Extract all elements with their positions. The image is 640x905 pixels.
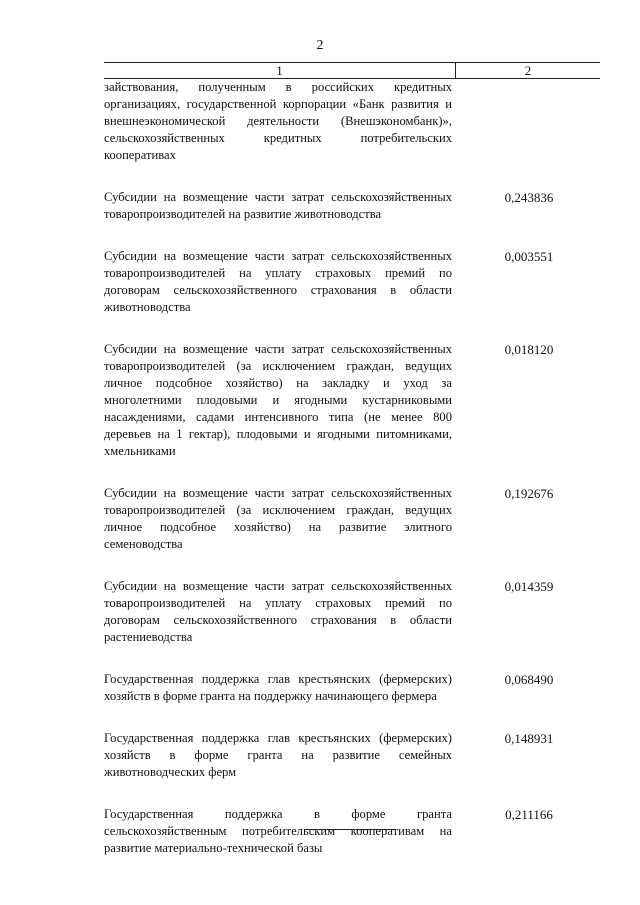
- row-description: Государственная поддержка глав крестьянских (фермерских) хозяйств в форме гранта на поддержку начинающего фермера: [104, 672, 452, 703]
- column-header-2: 2: [524, 63, 532, 78]
- table-header: [104, 62, 600, 79]
- column-header-1: 1: [104, 63, 456, 78]
- row-value: 0,018120: [504, 342, 554, 357]
- subsidy-table: [104, 62, 600, 882]
- table-row: [104, 485, 600, 553]
- table-row: [104, 341, 600, 460]
- row-description: Субсидии на возмещение части затрат сельскохозяйственных товаропроизводителей на уплату страховых премий по договорам сельскохозяйственного страхования в области растениеводства: [104, 579, 452, 644]
- table-row: [104, 248, 600, 316]
- table-row: [104, 730, 600, 781]
- table-row: [104, 79, 600, 164]
- row-value: 0,068490: [504, 672, 554, 687]
- row-value: 0,003551: [504, 249, 554, 264]
- table-row: [104, 806, 600, 857]
- row-value: 0,148931: [504, 731, 554, 746]
- row-description: зайствования, полученным в российских кредитных организациях, государственной корпорации «Банк развития и внешнеэкономической деятельности (Внешэкономбанк)», сельскохозяйственных кредитных потребительских кооперативах: [104, 80, 452, 162]
- table-body: [104, 79, 600, 857]
- page-number: 2: [316, 38, 324, 53]
- table-row: [104, 578, 600, 646]
- row-value: [452, 79, 600, 164]
- row-description: Государственная поддержка глав крестьянских (фермерских) хозяйств в форме гранта на развитие семейных животноводческих ферм: [104, 731, 452, 779]
- row-value: 0,243836: [504, 190, 554, 205]
- row-description: Субсидии на возмещение части затрат сельскохозяйственных товаропроизводителей (за исключением граждан, ведущих личное подсобное хозяйство) на закладку и уход за многолетними плодовыми и ягодными кустарниковыми насаждениями, садами интенсивного типа (не менее 800 деревьев на 1 гектар), плодовыми и ягодными питомниками, хмельниками: [104, 342, 452, 458]
- table-row: [104, 671, 600, 705]
- row-value: 0,014359: [504, 579, 554, 594]
- row-description: Государственная поддержка в форме гранта сельскохозяйственным потребительским кооперативам на развитие материально-технической базы: [104, 807, 452, 855]
- row-value: 0,211166: [505, 807, 553, 822]
- row-description: Субсидии на возмещение части затрат сельскохозяйственных товаропроизводителей на уплату страховых премий по договорам сельскохозяйственного страхования в области животноводства: [104, 249, 452, 314]
- row-value: 0,192676: [504, 486, 554, 501]
- table-row: [104, 189, 600, 223]
- row-description: Субсидии на возмещение части затрат сельскохозяйственных товаропроизводителей (за исключением граждан, ведущих личное подсобное хозяйство) на развитие элитного семеноводства: [104, 486, 452, 551]
- end-separator-line: [304, 829, 396, 830]
- row-description: Субсидии на возмещение части затрат сельскохозяйственных товаропроизводителей на развитие животноводства: [104, 190, 452, 221]
